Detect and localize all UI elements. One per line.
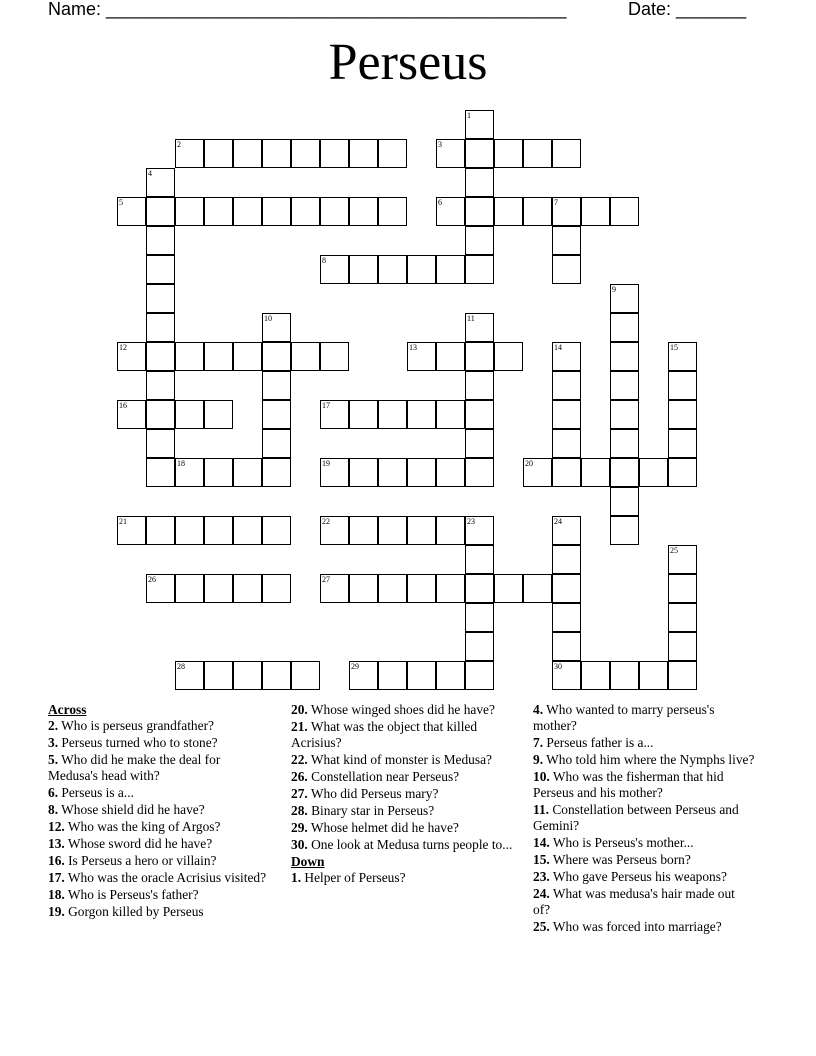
grid-cell[interactable] [320, 400, 349, 429]
clue-number: 10 [264, 314, 272, 323]
clue [291, 719, 513, 751]
grid-cell[interactable] [552, 139, 581, 168]
clue-number-label: 6. [48, 785, 59, 800]
grid-cell[interactable] [146, 197, 175, 226]
clue-number-label: 25. [533, 919, 550, 934]
grid-cell[interactable] [552, 342, 581, 371]
grid-cell[interactable] [581, 458, 610, 487]
clue [48, 752, 270, 784]
grid-cell[interactable] [349, 516, 378, 545]
clue-text: What was the object that killed Acrisius? [291, 719, 478, 750]
clue-heading: Down [291, 854, 325, 869]
clue [48, 718, 270, 734]
grid-cell[interactable] [465, 110, 494, 139]
grid-cell[interactable] [378, 197, 407, 226]
grid-cell[interactable] [668, 429, 697, 458]
clue-number-label: 13. [48, 836, 65, 851]
clue-number-label: 1. [291, 870, 302, 885]
clue-number: 21 [119, 517, 127, 526]
clue-number: 8 [322, 256, 326, 265]
clue-number: 12 [119, 343, 127, 352]
grid-cell[interactable] [233, 516, 262, 545]
clue [48, 735, 270, 751]
grid-cell[interactable] [378, 574, 407, 603]
grid-cell[interactable] [523, 574, 552, 603]
grid-cell[interactable] [233, 661, 262, 690]
clue-number-label: 26. [291, 769, 308, 784]
grid-cell[interactable] [610, 197, 639, 226]
clue [48, 853, 270, 869]
clue-text: Binary star in Perseus? [307, 803, 435, 818]
clue-number-label: 7. [533, 735, 544, 750]
grid-cell[interactable] [378, 139, 407, 168]
clue [48, 870, 270, 886]
grid-cell[interactable] [378, 255, 407, 284]
clue-number: 9 [612, 285, 616, 294]
grid-cell[interactable] [465, 255, 494, 284]
grid-cell[interactable] [262, 139, 291, 168]
grid-cell[interactable] [262, 458, 291, 487]
clue-number: 11 [467, 314, 475, 323]
clue-number-label: 23. [533, 869, 550, 884]
grid-cell[interactable] [436, 342, 465, 371]
clue-number-label: 3. [48, 735, 59, 750]
name-line[interactable]: Name: ______________________________________________ [48, 0, 567, 19]
grid-cell[interactable] [262, 400, 291, 429]
clue-text: Whose winged shoes did he have? [307, 702, 495, 717]
grid-cell[interactable] [610, 342, 639, 371]
clue [533, 752, 755, 768]
grid-cell[interactable] [436, 139, 465, 168]
clue-number-label: 10. [533, 769, 550, 784]
grid-cell[interactable] [581, 197, 610, 226]
grid-cell[interactable] [465, 429, 494, 458]
clue [291, 702, 513, 718]
grid-cell[interactable] [436, 255, 465, 284]
grid-cell[interactable] [175, 139, 204, 168]
grid-cell[interactable] [407, 255, 436, 284]
clue-number: 28 [177, 662, 185, 671]
grid-cell[interactable] [378, 661, 407, 690]
clue-number-label: 27. [291, 786, 308, 801]
grid-cell[interactable] [291, 661, 320, 690]
grid-cell[interactable] [668, 371, 697, 400]
grid-cell[interactable] [668, 342, 697, 371]
grid-cell[interactable] [233, 197, 262, 226]
grid-cell[interactable] [175, 516, 204, 545]
grid-cell[interactable] [436, 574, 465, 603]
clue [291, 820, 513, 836]
clue-number: 13 [409, 343, 417, 352]
grid-cell[interactable] [320, 574, 349, 603]
clue-number-label: 12. [48, 819, 65, 834]
clues-column-2 [291, 702, 513, 887]
grid-cell[interactable] [465, 139, 494, 168]
grid-cell[interactable] [146, 574, 175, 603]
grid-cell[interactable] [117, 400, 146, 429]
grid-cell[interactable] [175, 661, 204, 690]
grid-cell[interactable] [465, 516, 494, 545]
clue-number-label: 24. [533, 886, 550, 901]
clue-number-label: 22. [291, 752, 308, 767]
grid-cell[interactable] [668, 632, 697, 661]
clue-text: What was medusa's hair made out of? [533, 886, 735, 917]
clue-number: 18 [177, 459, 185, 468]
grid-cell[interactable] [320, 458, 349, 487]
clue-number-label: 21. [291, 719, 308, 734]
grid-cell[interactable] [407, 516, 436, 545]
clue-number-label: 20. [291, 702, 308, 717]
clues-column-1 [48, 702, 270, 921]
clue-number: 16 [119, 401, 127, 410]
clue-text: Who was the king of Argos? [64, 819, 221, 834]
grid-cell[interactable] [552, 255, 581, 284]
grid-cell[interactable] [552, 545, 581, 574]
clue-number-label: 17. [48, 870, 65, 885]
grid-cell[interactable] [465, 400, 494, 429]
grid-cell[interactable] [668, 603, 697, 632]
clue-number: 7 [554, 198, 558, 207]
grid-cell[interactable] [349, 574, 378, 603]
grid-cell[interactable] [610, 284, 639, 313]
grid-cell[interactable] [436, 516, 465, 545]
grid-cell[interactable] [552, 458, 581, 487]
grid-cell[interactable] [465, 458, 494, 487]
grid-cell[interactable] [610, 661, 639, 690]
clue-number: 15 [670, 343, 678, 352]
clue-text: Who told him where the Nymphs live? [543, 752, 755, 767]
clue-number: 20 [525, 459, 533, 468]
grid-cell[interactable] [610, 400, 639, 429]
grid-cell[interactable] [465, 226, 494, 255]
clue-text: Who wanted to marry perseus's mother? [533, 702, 715, 733]
clue-number: 27 [322, 575, 330, 584]
grid-cell[interactable] [436, 400, 465, 429]
grid-cell[interactable] [175, 197, 204, 226]
grid-cell[interactable] [175, 400, 204, 429]
clue-number: 22 [322, 517, 330, 526]
grid-cell[interactable] [552, 574, 581, 603]
clue-text: Helper of Perseus? [301, 870, 406, 885]
grid-cell[interactable] [233, 458, 262, 487]
clue [48, 802, 270, 818]
clue-number: 17 [322, 401, 330, 410]
clue-number-label: 30. [291, 837, 308, 852]
grid-cell[interactable] [175, 574, 204, 603]
clue-number-label: 18. [48, 887, 65, 902]
grid-cell[interactable] [291, 342, 320, 371]
grid-cell[interactable] [262, 574, 291, 603]
clue-text: Perseus father is a... [543, 735, 654, 750]
clue-number: 19 [322, 459, 330, 468]
clue-number: 23 [467, 517, 475, 526]
clue-number-label: 11. [533, 802, 549, 817]
grid-cell[interactable] [349, 661, 378, 690]
clue-text: Perseus turned who to stone? [58, 735, 218, 750]
clue [533, 919, 755, 935]
clue [291, 769, 513, 785]
grid-cell[interactable] [146, 429, 175, 458]
clue [533, 869, 755, 885]
grid-cell[interactable] [146, 516, 175, 545]
grid-cell[interactable] [378, 458, 407, 487]
grid-cell[interactable] [320, 516, 349, 545]
clue-text: Whose shield did he have? [58, 802, 205, 817]
clue-number-label: 14. [533, 835, 550, 850]
clue-number-label: 8. [48, 802, 59, 817]
grid-cell[interactable] [146, 255, 175, 284]
grid-cell[interactable] [465, 371, 494, 400]
clue [533, 886, 755, 918]
grid-cell[interactable] [494, 574, 523, 603]
grid-cell[interactable] [233, 574, 262, 603]
clue-number: 25 [670, 546, 678, 555]
grid-cell[interactable] [204, 342, 233, 371]
clue-text: Perseus is a... [58, 785, 134, 800]
grid-cell[interactable] [146, 284, 175, 313]
grid-cell[interactable] [610, 458, 639, 487]
clue-number: 3 [438, 140, 442, 149]
grid-cell[interactable] [117, 516, 146, 545]
grid-cell[interactable] [262, 661, 291, 690]
clues-column-3 [533, 702, 755, 936]
clue [533, 802, 755, 834]
grid-cell[interactable] [349, 255, 378, 284]
grid-cell[interactable] [465, 168, 494, 197]
clue-heading: Across [48, 702, 87, 717]
grid-cell[interactable] [465, 661, 494, 690]
clue-number: 5 [119, 198, 123, 207]
clue-number: 29 [351, 662, 359, 671]
grid-cell[interactable] [407, 458, 436, 487]
grid-cell[interactable] [146, 400, 175, 429]
grid-cell[interactable] [610, 429, 639, 458]
grid-cell[interactable] [233, 342, 262, 371]
grid-cell[interactable] [204, 661, 233, 690]
clue [533, 835, 755, 851]
grid-cell[interactable] [552, 661, 581, 690]
clue-text: Who did he make the deal for Medusa's head with? [48, 752, 221, 783]
grid-cell[interactable] [320, 342, 349, 371]
clue-number-label: 16. [48, 853, 65, 868]
clue-number: 24 [554, 517, 562, 526]
clue-number-label: 4. [533, 702, 544, 717]
grid-cell[interactable] [146, 313, 175, 342]
grid-cell[interactable] [552, 603, 581, 632]
clue-number-label: 5. [48, 752, 59, 767]
grid-cell[interactable] [523, 197, 552, 226]
grid-cell[interactable] [552, 400, 581, 429]
grid-cell[interactable] [291, 139, 320, 168]
grid-cell[interactable] [204, 458, 233, 487]
date-line[interactable]: Date: _______ [628, 0, 747, 19]
grid-cell[interactable] [465, 603, 494, 632]
grid-cell[interactable] [117, 197, 146, 226]
grid-cell[interactable] [175, 342, 204, 371]
grid-cell[interactable] [291, 197, 320, 226]
grid-cell[interactable] [552, 632, 581, 661]
grid-cell[interactable] [494, 197, 523, 226]
grid-cell[interactable] [465, 313, 494, 342]
grid-cell[interactable] [349, 400, 378, 429]
clue [533, 735, 755, 751]
grid-cell[interactable] [262, 429, 291, 458]
clue [291, 752, 513, 768]
clue-number-label: 19. [48, 904, 65, 919]
clue-text: Gorgon killed by Perseus [64, 904, 204, 919]
grid-cell[interactable] [378, 516, 407, 545]
grid-cell[interactable] [494, 139, 523, 168]
clue [533, 769, 755, 801]
grid-cell[interactable] [581, 661, 610, 690]
grid-cell[interactable] [204, 197, 233, 226]
clue-text: Who was forced into marriage? [549, 919, 722, 934]
grid-cell[interactable] [146, 168, 175, 197]
grid-cell[interactable] [465, 197, 494, 226]
grid-cell[interactable] [552, 516, 581, 545]
clue-text: Is Perseus a hero or villain? [64, 853, 217, 868]
grid-cell[interactable] [668, 458, 697, 487]
clue-text: Whose helmet did he have? [307, 820, 459, 835]
grid-cell[interactable] [523, 139, 552, 168]
clue-text: What kind of monster is Medusa? [307, 752, 492, 767]
clue-number: 1 [467, 111, 471, 120]
clue [48, 887, 270, 903]
grid-cell[interactable] [552, 371, 581, 400]
grid-cell[interactable] [262, 371, 291, 400]
grid-cell[interactable] [146, 371, 175, 400]
grid-cell[interactable] [552, 226, 581, 255]
grid-cell[interactable] [436, 661, 465, 690]
clue-text: Whose sword did he have? [64, 836, 213, 851]
clue-number-label: 2. [48, 718, 59, 733]
clue [291, 837, 513, 853]
grid-cell[interactable] [668, 545, 697, 574]
grid-cell[interactable] [349, 139, 378, 168]
clue-text: Who is Perseus's father? [64, 887, 199, 902]
grid-cell[interactable] [407, 661, 436, 690]
grid-cell[interactable] [262, 197, 291, 226]
clue-text: Where was Perseus born? [549, 852, 691, 867]
grid-cell[interactable] [668, 574, 697, 603]
grid-cell[interactable] [610, 371, 639, 400]
grid-cell[interactable] [639, 661, 668, 690]
clue-number-label: 29. [291, 820, 308, 835]
grid-cell[interactable] [262, 516, 291, 545]
grid-cell[interactable] [175, 458, 204, 487]
grid-cell[interactable] [552, 429, 581, 458]
clue-text: Constellation between Perseus and Gemini? [533, 802, 739, 833]
clue [533, 852, 755, 868]
grid-cell[interactable] [320, 197, 349, 226]
grid-cell[interactable] [436, 197, 465, 226]
grid-cell[interactable] [320, 139, 349, 168]
clue-number: 4 [148, 169, 152, 178]
grid-cell[interactable] [407, 574, 436, 603]
clue [48, 836, 270, 852]
grid-cell[interactable] [146, 458, 175, 487]
puzzle-title: Perseus [328, 34, 488, 91]
grid-cell[interactable] [146, 226, 175, 255]
grid-cell[interactable] [233, 139, 262, 168]
clue-number-label: 28. [291, 803, 308, 818]
grid-cell[interactable] [668, 661, 697, 690]
grid-cell[interactable] [407, 342, 436, 371]
grid-cell[interactable] [465, 632, 494, 661]
grid-cell[interactable] [262, 313, 291, 342]
grid-cell[interactable] [465, 545, 494, 574]
clue [533, 702, 755, 734]
clue-number: 30 [554, 662, 562, 671]
clue-number: 14 [554, 343, 562, 352]
clue-text: Who is Perseus's mother... [549, 835, 694, 850]
clue [291, 803, 513, 819]
clue-number-label: 9. [533, 752, 544, 767]
grid-cell[interactable] [668, 400, 697, 429]
grid-cell[interactable] [349, 458, 378, 487]
grid-cell[interactable] [494, 342, 523, 371]
clue [48, 819, 270, 835]
clue [291, 786, 513, 802]
clue-number: 26 [148, 575, 156, 584]
grid-cell[interactable] [204, 400, 233, 429]
clue-text: Constellation near Perseus? [307, 769, 460, 784]
grid-cell[interactable] [320, 255, 349, 284]
grid-cell[interactable] [523, 458, 552, 487]
grid-cell[interactable] [465, 574, 494, 603]
grid-cell[interactable] [204, 516, 233, 545]
grid-cell[interactable] [117, 342, 146, 371]
clue-number: 6 [438, 198, 442, 207]
clue [48, 904, 270, 920]
grid-cell[interactable] [465, 342, 494, 371]
clue-text: Who was the fisherman that hid Perseus and his mother? [533, 769, 724, 800]
clue [48, 785, 270, 801]
grid-cell[interactable] [146, 342, 175, 371]
grid-cell[interactable] [610, 487, 639, 516]
grid-cell[interactable] [436, 458, 465, 487]
grid-cell[interactable] [552, 197, 581, 226]
grid-cell[interactable] [349, 197, 378, 226]
grid-cell[interactable] [204, 139, 233, 168]
clue-text: Who was the oracle Acrisius visited? [64, 870, 267, 885]
clue [291, 870, 513, 886]
clue-number: 2 [177, 140, 181, 149]
grid-cell[interactable] [204, 574, 233, 603]
clue-text: Who is perseus grandfather? [58, 718, 214, 733]
grid-cell[interactable] [639, 458, 668, 487]
grid-cell[interactable] [407, 400, 436, 429]
grid-cell[interactable] [378, 400, 407, 429]
grid-cell[interactable] [610, 516, 639, 545]
grid-cell[interactable] [610, 313, 639, 342]
clue-text: Who gave Perseus his weapons? [549, 869, 727, 884]
clue-text: Who did Perseus mary? [307, 786, 439, 801]
clue-number-label: 15. [533, 852, 550, 867]
grid-cell[interactable] [262, 342, 291, 371]
clue-text: One look at Medusa turns people to... [307, 837, 513, 852]
